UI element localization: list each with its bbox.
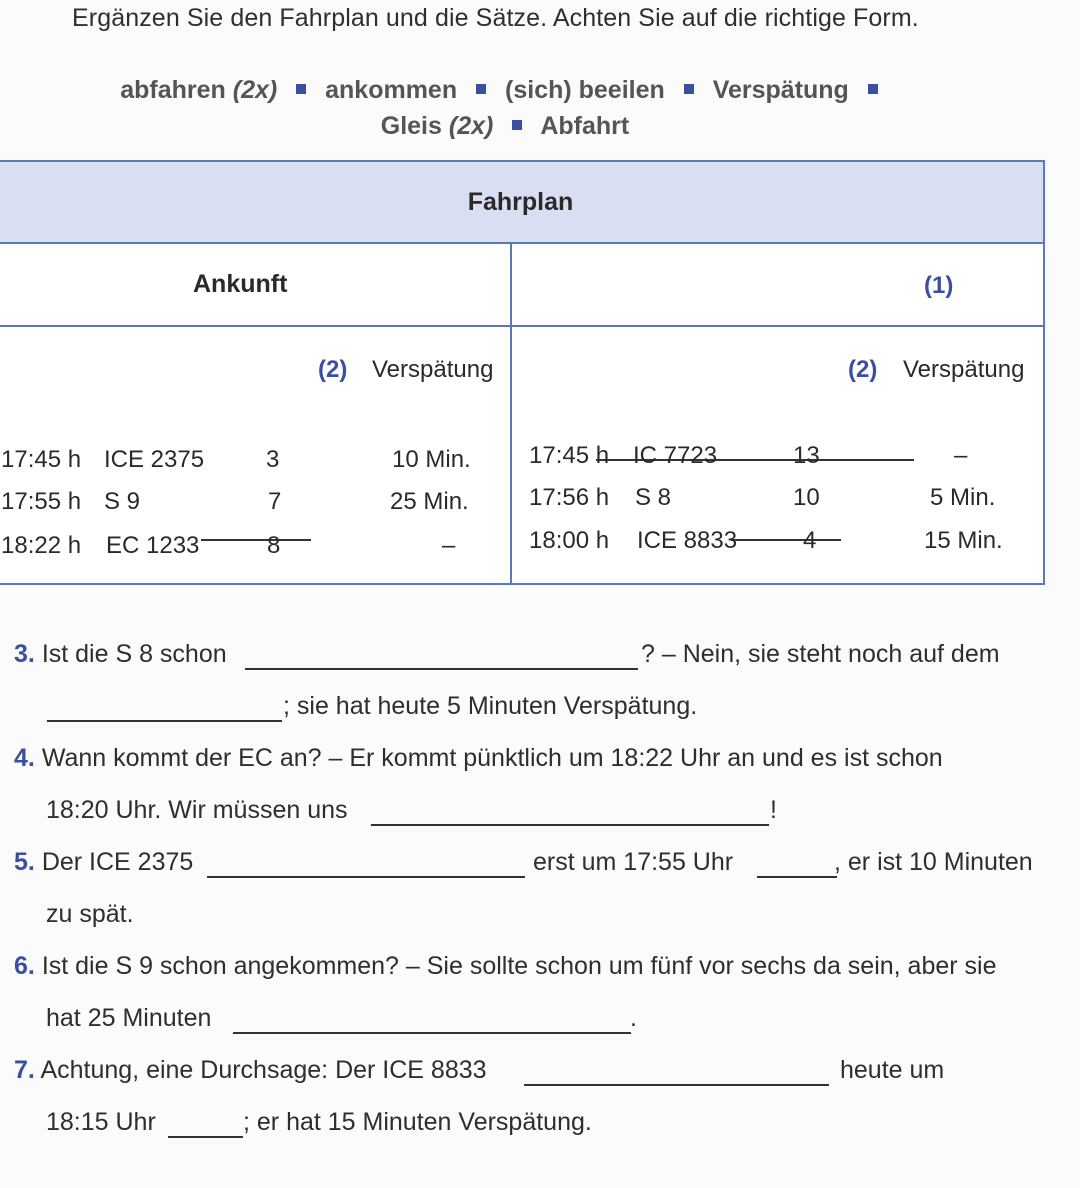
question-3-text-b: ? – Nein, sie steht noch auf dem	[641, 640, 1000, 668]
question-5-text-b: erst um 17:55 Uhr	[533, 848, 734, 876]
question-6-text-c: .	[630, 1004, 637, 1032]
answer-blank[interactable]	[371, 824, 769, 826]
arrival-delay: 25 Min.	[390, 488, 469, 515]
question-text: Achtung, eine Durchsage: Der ICE 8833	[40, 1056, 487, 1084]
departure-time: 17:56 h	[529, 484, 610, 511]
departure-delay-header: Verspätung	[903, 356, 1025, 383]
arrival-track: 7	[268, 488, 282, 515]
arrival-delay: 10 Min.	[392, 446, 471, 473]
exercise-instruction: Ergänzen Sie den Fahrplan und die Sätze. Achten Sie auf die richtige Form.	[72, 4, 919, 32]
departure-track-number: (2)	[848, 356, 878, 383]
arrival-track-number: (2)	[318, 356, 348, 383]
arrival-train: ICE 2375	[104, 446, 205, 473]
departure-time: 18:00 h	[529, 527, 610, 554]
word-box-line-2	[0, 112, 1010, 141]
answer-blank[interactable]	[233, 1032, 631, 1034]
arrival-track-blank[interactable]	[201, 539, 311, 541]
bullet-square-icon	[512, 120, 522, 130]
departure-train: S 8	[635, 484, 672, 511]
question-number: 5.	[14, 848, 35, 876]
arrival-delay: –	[442, 532, 456, 559]
timetable-header	[0, 162, 1043, 244]
departure-track: 13	[793, 442, 820, 469]
word-abfahrt: Abfahrt	[540, 112, 630, 140]
answer-blank[interactable]	[524, 1084, 829, 1086]
bullet-square-icon	[296, 84, 306, 94]
departure-train: ICE 8833	[637, 527, 738, 554]
departure-track: 4	[803, 527, 817, 554]
answer-blank[interactable]	[168, 1136, 243, 1138]
question-4-line-1	[14, 744, 943, 773]
bullet-square-icon	[476, 84, 486, 94]
row-divider	[0, 325, 1043, 327]
timetable-title: Fahrplan	[467, 188, 574, 216]
answer-blank[interactable]	[47, 720, 282, 722]
question-text: Der ICE 2375	[41, 848, 194, 876]
timetable	[0, 160, 1045, 585]
departure-delay: 15 Min.	[924, 527, 1003, 554]
question-number: 7.	[14, 1056, 35, 1084]
answer-blank[interactable]	[245, 668, 638, 670]
departure-track-blank[interactable]	[731, 539, 841, 541]
arrival-train: EC 1233	[106, 532, 200, 559]
word-abfahren: abfahren	[120, 76, 226, 104]
question-6-text-b: hat 25 Minuten	[46, 1004, 212, 1032]
question-6-line-1	[14, 952, 997, 981]
question-number: 6.	[14, 952, 35, 980]
word-verspaetung: Verspätung	[712, 76, 849, 104]
departure-delay: 5 Min.	[930, 484, 996, 511]
question-4-text-b: 18:20 Uhr. Wir müssen uns	[46, 796, 348, 824]
arrival-track: 8	[267, 532, 281, 559]
question-text: Ist die S 8 schon	[41, 640, 227, 668]
arrival-time: 18:22 h	[1, 532, 82, 559]
word-abfahren-note: (2x)	[232, 76, 278, 104]
arrival-track: 3	[266, 446, 280, 473]
arrival-header: Ankunft	[193, 270, 288, 298]
word-box-line-1	[0, 76, 1010, 105]
bullet-square-icon	[868, 84, 878, 94]
question-text: Ist die S 9 schon angekommen? – Sie sollte schon um fünf vor sechs da sein, aber sie	[41, 952, 997, 980]
question-3-line-1	[14, 640, 227, 669]
question-4-text-c: !	[770, 796, 777, 824]
question-number: 4.	[14, 744, 35, 772]
question-7-line-1	[14, 1056, 487, 1085]
question-number: 3.	[14, 640, 35, 668]
departure-time: 17:45 h	[529, 442, 610, 469]
answer-blank[interactable]	[757, 876, 837, 878]
word-gleis: Gleis	[380, 112, 442, 140]
word-beeilen: (sich) beeilen	[505, 76, 665, 104]
question-7-text-b: heute um	[840, 1056, 945, 1084]
arrival-delay-header: Verspätung	[372, 356, 494, 383]
departure-delay: –	[954, 442, 968, 469]
arrival-time: 17:45 h	[1, 446, 82, 473]
word-gleis-note: (2x)	[448, 112, 494, 140]
bullet-square-icon	[684, 84, 694, 94]
answer-blank[interactable]	[207, 876, 525, 878]
arrival-train: S 9	[104, 488, 141, 515]
question-7-text-d: ; er hat 15 Minuten Verspätung.	[243, 1108, 592, 1136]
departure-track: 10	[793, 484, 820, 511]
departure-train: IC 7723	[633, 442, 718, 469]
question-5-text-c: , er ist 10 Minuten	[834, 848, 1033, 876]
word-ankommen: ankommen	[325, 76, 458, 104]
question-7-text-c: 18:15 Uhr	[46, 1108, 156, 1136]
question-text: Wann kommt der EC an? – Er kommt pünktlich um 18:22 Uhr an und es ist schon	[41, 744, 943, 772]
arrival-time: 17:55 h	[1, 488, 82, 515]
question-5-line-1	[14, 848, 193, 877]
departure-header-number: (1)	[924, 272, 954, 299]
question-3-text-c: ; sie hat heute 5 Minuten Verspätung.	[283, 692, 698, 720]
question-5-text-d: zu spät.	[46, 900, 134, 928]
column-divider	[510, 242, 512, 585]
